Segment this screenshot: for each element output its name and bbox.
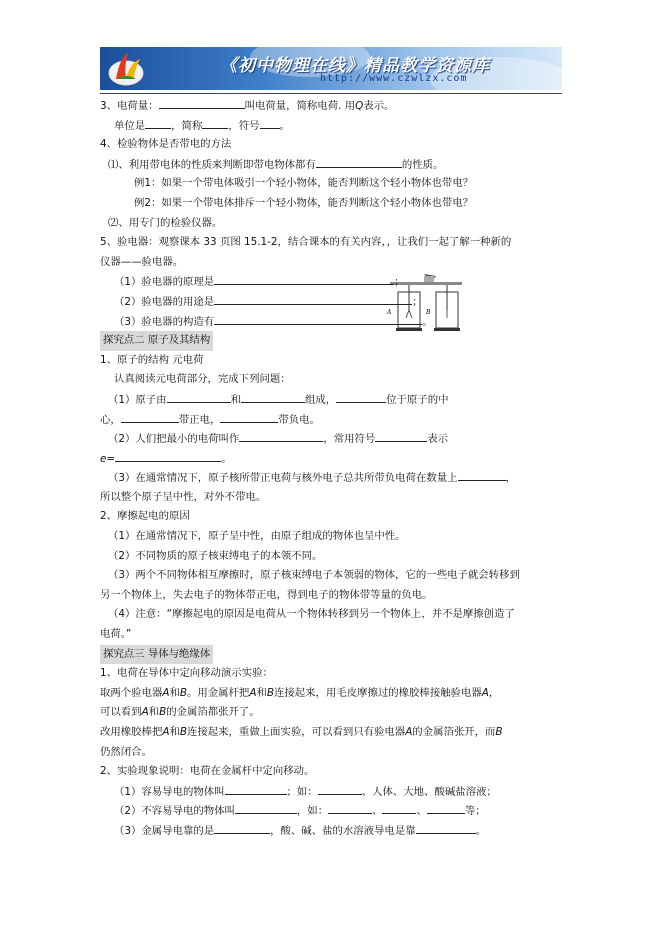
blank-field[interactable] (239, 429, 323, 442)
text-line: （3）两个不同物体相互摩擦时，原子核束缚电子本领弱的物体，它的一些电子就会转移到 (108, 569, 520, 582)
text-line: 1、电荷在导体中定向移动演示实验： (100, 667, 273, 680)
blank-field[interactable] (145, 116, 171, 129)
text-line: （1）原子由 和 组成， 位于原子的中 (100, 390, 570, 410)
blank-field[interactable] (260, 116, 280, 129)
blank-field[interactable] (121, 410, 179, 423)
text-line: 例1：如果一个带电体吸引一个轻小物体，能否判断这个轻小物体也带电？ (134, 177, 474, 190)
text-line: （2）不容易导电的物体叫 ，如： 、 、 等； (100, 801, 570, 821)
blank-field[interactable] (235, 801, 297, 814)
banner-url: http://www.czwlzx.com (320, 73, 468, 84)
blank-field[interactable] (316, 155, 402, 168)
blank-field[interactable] (427, 801, 465, 814)
text-line: （3）金属导电靠的是 ，酸、碱、盐的水溶液导电是靠 。 (100, 821, 570, 841)
blank-field[interactable] (241, 390, 305, 403)
banner-title: 《初中物理在线》精品教学资源库 (220, 56, 490, 76)
diagram-label-a: A (387, 309, 392, 316)
header-divider (100, 93, 562, 94)
text-line: 所以整个原子呈中性，对外不带电。 (100, 490, 267, 503)
text-line: （2）人们把最小的电荷叫作 ，常用符号 表示 (100, 429, 570, 449)
section-heading: 探究点三 导体与绝缘体 (100, 645, 570, 665)
blank-field[interactable] (375, 429, 427, 442)
header-banner (100, 47, 562, 90)
text-line: （1）验电器的原理是 ； (100, 272, 570, 292)
blank-field[interactable] (214, 821, 270, 834)
text-line: 电荷。” (100, 628, 132, 641)
text-line: 仪器——验电器。 (100, 255, 184, 268)
blank-field[interactable] (318, 782, 362, 795)
text-line: e= 。 (100, 449, 570, 469)
text-line: 认真阅读元电荷部分，完成下列问题： (114, 373, 291, 386)
section-heading: 探究点二 原子及其结构 (100, 331, 570, 351)
blank-field[interactable] (214, 292, 412, 305)
text-line: 2、实验现象说明：电荷在金属杆中定向移动。 (100, 765, 315, 778)
blank-field[interactable] (167, 390, 231, 403)
blank-field[interactable] (458, 468, 506, 481)
text-line: ⑵、用专门的检验仪器。 (108, 216, 223, 229)
text-line: （1）在通常情况下，原子呈中性，由原子组成的物体也呈中性。 (108, 530, 406, 543)
text-line: （2）不同物质的原子核束缚电子的本领不同。 (108, 549, 323, 562)
text-line: （2）验电器的用途是 ； (100, 292, 570, 312)
text-line: 心， 带正电， 带负电。 (100, 410, 570, 430)
blank-field[interactable] (336, 390, 386, 403)
text-line: 单位是 ，简称 ，符号 。 (100, 116, 570, 136)
blank-field[interactable] (416, 821, 476, 834)
text-line: （4）注意：“摩擦起电的原因是电荷从一个物体转移到另一个物体上，并不是摩擦创造了 (108, 608, 515, 621)
blank-field[interactable] (159, 96, 245, 109)
text-line: （3）在通常情况下，原子核所带正电荷与核外电子总共所带负电荷在数量上 ， (100, 468, 570, 488)
text-line: 5、验电器：观察课本 33 页图 15.1-2，结合课本的有关内容，，让我们一起了解一种新的 (100, 236, 512, 249)
text-line: 改用橡胶棒把A和B连接起来，重做上面实验，可以看到只有验电器A的金属箔张开，而B (100, 726, 503, 738)
text-line: 另一个物体上，失去电子的物体带正电，得到电子的物体带等量的负电。 (100, 588, 433, 601)
blank-field[interactable] (214, 272, 394, 285)
text-line: 仍然闭合。 (100, 745, 152, 758)
text-line: 可以看到A和B的金属箔都张开了。 (100, 706, 260, 719)
blank-field[interactable] (220, 410, 278, 423)
site-logo-icon (106, 49, 146, 89)
blank-field[interactable] (225, 782, 287, 795)
blank-field[interactable] (115, 449, 221, 462)
text-line: 1、原子的结构 元电荷 (100, 353, 204, 366)
text-line: 2、摩擦起电的原因 (100, 510, 190, 523)
text-line: 例2：如果一个带电体排斥一个轻小物体，能否判断这个轻小物体也带电？ (134, 196, 474, 209)
diagram-label-b: B (426, 309, 431, 316)
text-line: 取两个验电器A和B。用金属杆把A和B连接起来，用毛皮摩擦过的橡胶棒接触验电器A， (100, 686, 500, 699)
blank-field[interactable] (202, 116, 228, 129)
blank-field[interactable] (214, 312, 422, 325)
worksheet-body (100, 96, 570, 841)
text-line: 3、电荷量： 叫电荷量，简称电荷. 用Q表示。 (100, 96, 570, 116)
text-line: （1）容易导电的物体叫 ；如： 、人体、大地、酸碱盐溶液； (100, 782, 570, 802)
text-line: （3）验电器的构造有 。 (100, 312, 570, 332)
blank-field[interactable] (382, 801, 416, 814)
text-line: 4、检验物体是否带电的方法 (100, 138, 232, 151)
text-line: ⑴、利用带电体的性质来判断即带电物体都有 的性质。 (100, 155, 570, 175)
blank-field[interactable] (328, 801, 372, 814)
